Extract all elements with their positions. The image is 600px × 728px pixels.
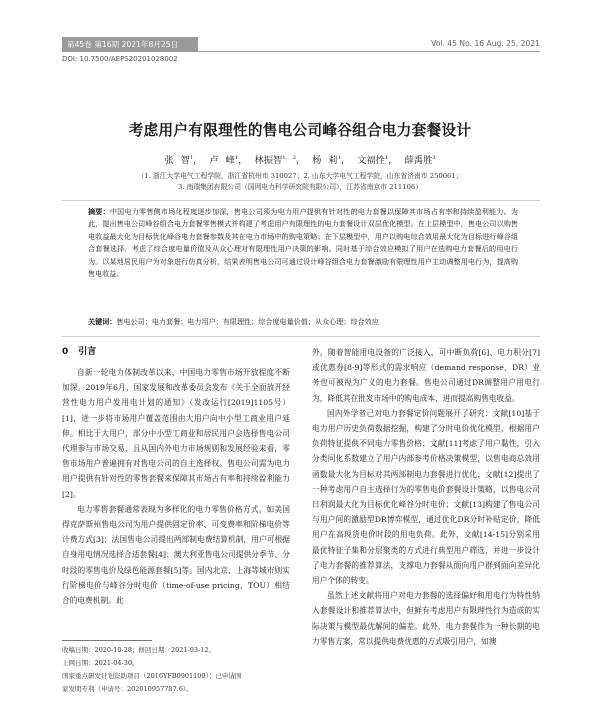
abstract — [88, 206, 518, 280]
footnote — [62, 644, 292, 696]
footnote-fund: 国家重点研发计划资助项目（2016YFB0901100）；已申请国 — [62, 672, 242, 680]
doi: DOI: 10.7500/AEPS20201028002 — [62, 55, 178, 63]
abstract-text: 中国电力零售侧市场化程度逐步加深，售电公司须为电力用户提供有针对性的电力套餐以保障其市场占有率和持续盈利能力。为此，提出售电公司峰谷组合电力套餐零售模式并构建了考虑用户有限理性的电力套餐设计双层优化模型。在上层模型中，售电公司以购售电收益最大化为目标优化峰谷电力套餐参数及其在电力市场中的购电策略；在下层模型中，用户以购电综合效用最大化为目标进行峰谷组合套餐选择，考虑了综合度电量价值及从众心理对有限理性用户决策的影响。同时基于综合效应模拟了用户在选购电力套餐后的用电行为。以某地居民用户为对象进行仿真分析，结果表明售电公司可通过设计峰谷组合电力套餐激励有限理性用户主动调整用电行为，提高购售电收益。 — [88, 207, 518, 279]
author-list: 张 智$^1$， 卢 峰$^1$， 林振智$^{1, 2}$， 杨 莉$^1$， 文福拴$^1$， 薛禹胜$^3$ — [164, 154, 436, 166]
keywords — [88, 316, 518, 328]
body-column-left — [62, 345, 290, 608]
author: 张 智$^1$ — [164, 154, 194, 166]
abstract-label: 摘要： — [88, 207, 110, 216]
affiliation-line: 3. 南瑞集团有限公司（国网电力科学研究院有限公司），江苏省南京市 211106） — [177, 183, 423, 191]
footnote-received: 收稿日期：2020-10-28；修回日期：2021-03-12。 — [62, 646, 215, 654]
keywords-label: 关键词： — [88, 317, 117, 326]
paper-title: 考虑用户有限理性的售电公司峰谷组合电力套餐设计 — [128, 122, 472, 139]
footnote-rule — [62, 640, 152, 641]
abstract-bottom-rule — [62, 336, 540, 337]
author: 卢 峰$^1$ — [209, 154, 239, 166]
affiliation-line: （1. 浙江大学电气工程学院，浙江省杭州市 310027；2. 山东大学电气工程学院，山东省济南市 250061； — [137, 172, 463, 180]
paragraph: 自新一轮电力体制改革以来，中国电力零售市场开放程度不断加深。2019年6月，国家发展和改革委员会发布《关于全面放开经营性电力用户发用电计划的通知》（发改运行[2019]1105号）[1]，进一步将市场用户覆盖范围由大用户向中小型工商业用户延伸。相比于大用户，部分中小型工商业和居民用户会选择售电公司代理参与市场交易，且从国内外电力市场规则和发展经验来看，零售市场用户普遍拥有对售电公司的自主选择权。售电公司需为电力用户提供有针对性的零售套餐来保障其市场占有率和持续盈利能力[2]。 — [62, 368, 290, 499]
section-title: 引言 — [78, 347, 97, 357]
body-column-right — [312, 345, 540, 649]
author: 薛禹胜$^3$ — [404, 154, 436, 166]
author: 杨 莉$^1$ — [312, 154, 341, 166]
paragraph: 外，随着智能用电设备的广泛接入，可中断负荷[6]、电力积分[7]或优惠券[8-9]等形式的需求响应（demand response，DR）业务也可被视为广义的电力套餐。售电公司通过DR调整用户用电行为，降低其在批发市场中的购电成本，进而提高购售电收益。 — [312, 348, 540, 403]
abstract-top-rule — [62, 200, 540, 201]
footnote-online: 上网日期：2021-04-30。 — [62, 659, 139, 667]
issue-badge: 第45卷 第16期 2021年8月25日 — [62, 37, 198, 52]
keywords-text: 售电公司；电力套餐；电力用户；有限理性；综合度电量价值；从众心理；综合效应 — [116, 317, 379, 326]
paragraph: 国内外学者已对电力套餐定价问题展开了研究：文献[10]基于电力用户历史负荷数据挖掘，构建了分时电价优化模型，根据用户负荷特征提供不同电力零售价格；文献[11]考虑了用户黏性，引入分类同化系数建立了用户内部参考价格决策模型，以售电商总效用函数最大化为目标对其两部制电力套餐进行优化；文献[12]提出了一种考虑用户自主选择行为的零售电价套餐设计策略，以售电公司日利润最大化为目标优化峰谷分时电价；文献[13]构建了售电公司与用户间的激励型DR博弈模型，通过优化DR分时补贴定价，降低用户在高现货电价时段的用电负荷。此外，文献[14-15]分别采用最优特征子集和分层聚类的方式进行典型用户筛选，并进一步设计了电力套餐的推荐算法，支撑电力套餐从面向用户群到面向差异化用户个体的转变。 — [312, 408, 540, 586]
issue-info-en: Vol. 45 No. 16 Aug. 25, 2021 — [431, 39, 540, 48]
author: 文福拴$^1$ — [357, 154, 389, 166]
section-heading — [62, 345, 290, 360]
author: 林振智$^{1, 2}$ — [254, 154, 296, 166]
footnote-fund: 家发明专利（申请号：202010957787.6）。 — [62, 685, 193, 693]
section-number: 0 — [62, 347, 69, 357]
header-rule — [62, 51, 540, 52]
paragraph: 虽然上述文献将用户对电力套餐的选择偏好和用电行为特性纳入套餐设计和推荐算法中，但鲜有考虑用户有限理性行为造成的实际决策与模型最优解间的偏差。此外，电力套餐作为一种长期的电力零售方案，常以提供电费优惠的方式吸引用户，如澳 — [312, 591, 540, 646]
paragraph: 电力零售套餐通常表现为多样化的电力零售价格方式。如美国得克萨斯州售电公司为用户提供固定价率、可变费率和阶梯电价等计费方式[3]；法国售电公司提出两部制电费结算机制，用户可根据自身用电情况选择合适套餐[4]；澳大利亚售电公司提供分季节、分时段的零售电价及绿色能源套餐[5]等。国内北京、上海等城市则实行阶梯电价与峰谷分时电价（time-of-use pricing，TOU）相结合的电费机制。此 — [62, 504, 290, 606]
